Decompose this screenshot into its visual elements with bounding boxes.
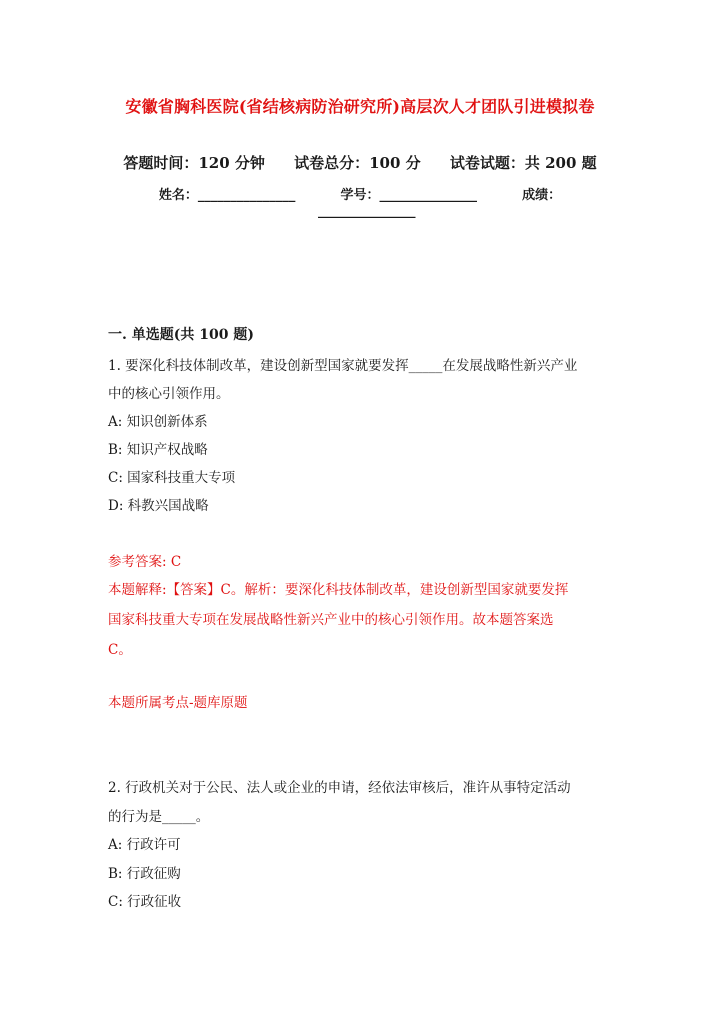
question-1-option-a: A: 知识创新体系: [108, 414, 208, 430]
question-2-option-c: C: 行政征收: [108, 894, 182, 910]
question-1-explain-line-3: C。: [108, 642, 132, 658]
student-id-field: 学号：_______________: [340, 188, 477, 203]
question-1-option-b: B: 知识产权战略: [108, 442, 208, 458]
student-info-row: [0, 184, 720, 203]
exam-question-count: 试卷试题：共 200 题: [449, 154, 597, 172]
question-1-answer: 参考答案: C: [108, 554, 182, 570]
grade-label: 成绩：: [522, 188, 562, 203]
question-2-line-2: 的行为是_____。: [108, 809, 210, 825]
question-1-explain-line-2: 国家科技重大专项在发展战略性新兴产业中的核心引领作用。故本题答案选: [108, 612, 554, 628]
exam-meta: [0, 152, 720, 173]
exam-total-score: 试卷总分：100 分: [294, 154, 421, 172]
question-1-option-d: D: 科教兴国战略: [108, 498, 209, 514]
question-1-explain-line-1: 本题解释:【答案】C。解析：要深化科技体制改革，建设创新型国家就要发挥: [108, 582, 569, 598]
exam-title: 安徽省胸科医院(省结核病防治研究所)高层次人才团队引进模拟卷: [125, 97, 595, 116]
question-1-line-2: 中的核心引领作用。: [108, 386, 230, 402]
question-1-point: 本题所属考点-题库原题: [108, 695, 248, 711]
exam-time: 答题时间：120 分钟: [123, 154, 265, 172]
question-1-option-c: C: 国家科技重大专项: [108, 470, 236, 486]
question-2-option-b: B: 行政征购: [108, 866, 181, 882]
question-1-line-1: 1. 要深化科技体制改革，建设创新型国家就要发挥_____在发展战略性新兴产业: [108, 358, 578, 374]
section-title: 一. 单选题(共 100 题): [108, 327, 254, 343]
grade-field-line: _______________: [318, 204, 416, 219]
name-field: 姓名：_______________: [158, 188, 296, 203]
question-2-line-1: 2. 行政机关对于公民、法人或企业的申请，经依法审核后，准许从事特定活动: [108, 780, 571, 796]
question-2-option-a: A: 行政许可: [108, 837, 181, 853]
